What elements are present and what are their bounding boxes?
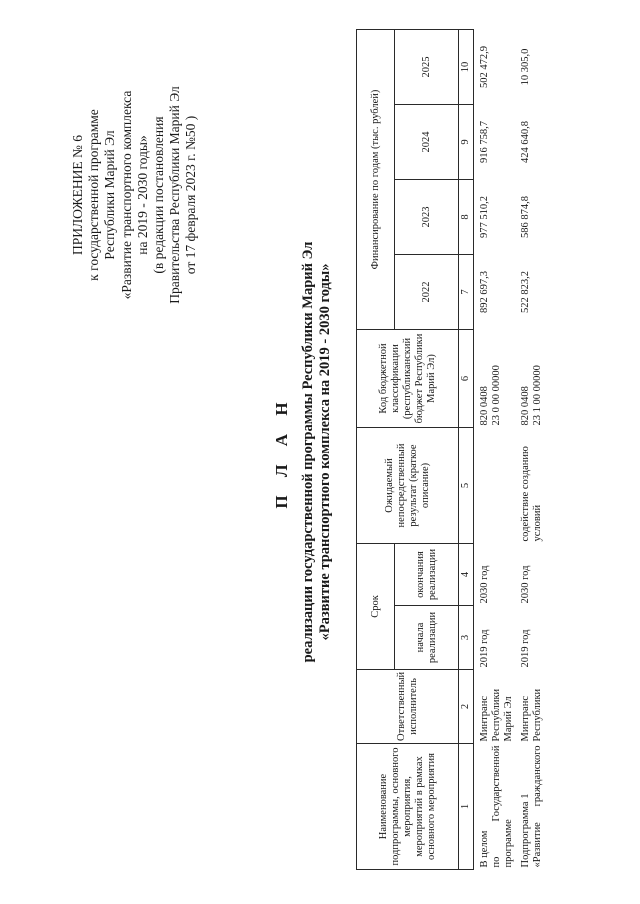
table-row [518,29,547,869]
column-number: 1 [459,744,474,870]
row-value-2024: 916 758,7 [479,120,490,163]
row-value-2025: 10 305,0 [520,48,531,86]
appendix-line: на 2019 - 2030 годы» [134,135,150,255]
row-name [518,744,547,870]
column-number: 10 [459,29,474,104]
row-value-2024: 424 640,8 [520,120,531,163]
row-executor: Минтранс Республики Марий Эл [479,688,514,742]
row-value-2023: 586 874,8 [520,195,531,238]
row-name-word: гражданского [532,745,543,807]
row-name-word: «Развитие [532,822,543,868]
column-number: 5 [459,427,474,543]
row-start: 2019 год [479,629,490,668]
appendix-line: (в редакции постановления [151,116,167,274]
column-number: 2 [459,670,474,744]
header-year-2025: 2025 [395,29,459,104]
column-number: 7 [459,254,474,329]
row-name-word: по [491,856,502,868]
header-executor: Ответственный исполнитель [357,670,459,744]
column-number: 9 [459,104,474,179]
row-code-line: 23 1 00 00000 [532,365,543,426]
header-year-2023: 2023 [395,179,459,254]
plan-subtitle [300,0,334,904]
column-number: 4 [459,543,474,605]
row-name-line: В целом [479,830,490,868]
plan-subtitle-line: «Развитие транспортного комплекса на 2019 - 2030 годы» [317,263,333,641]
header-year-2022: 2022 [395,254,459,329]
row-start: 2019 год [520,629,531,668]
row-name [474,744,519,870]
plan-subtitle-line: реализации государственной программы Республики Марий Эл [300,241,316,663]
appendix-line: к государственной программе [86,109,102,281]
row-value-2023: 977 510,2 [479,195,490,238]
row-code [474,329,519,427]
appendix-line: ПРИЛОЖЕНИЕ № 6 [70,134,85,256]
column-number: 8 [459,179,474,254]
header-year-2024: 2024 [395,104,459,179]
row-result: содействие созданию условий [520,446,543,542]
appendix-line: от 17 февраля 2023 г. №50 ) [183,115,199,275]
row-end: 2030 год [520,565,531,604]
row-value-2022: 892 697,3 [479,270,490,313]
appendix-header [70,50,200,340]
row-value-2022: 522 823,2 [520,270,531,313]
row-code-line: 820 0408 [479,386,490,426]
column-number: 3 [459,606,474,670]
appendix-line: Республики Марий Эл [102,130,118,260]
header-result: Ожидаемый непосредственный результат (краткое описание) [357,427,459,543]
row-code-line: 820 0408 [520,386,531,426]
plan-table [356,29,547,870]
header-name: Наименование подпрограммы, основного мероприятия, мероприятий в рамках основного мероприятия [357,744,459,870]
row-name-line: Подпрограмма 1 [520,793,531,868]
table-row [474,29,519,869]
row-code-line: 23 0 00 00000 [491,365,502,426]
row-name-word: Государственной [491,745,502,822]
row-name-justified [491,746,503,868]
column-number: 6 [459,329,474,427]
header-code: Код бюджетной классификации (республиканский бюджет Республики Марий Эл) [357,329,459,427]
row-code [518,329,547,427]
row-value-2025: 502 472,9 [479,45,490,88]
row-name-justified [532,746,544,868]
header-term-start: начала реализации [395,606,459,670]
plan-title: П Л А Н [272,395,291,509]
appendix-line: Правительства Республики Марий Эл [167,86,183,304]
column-number-row [459,29,474,869]
row-name-line: программе [503,819,514,868]
appendix-line: «Развитие транспортного комплекса [118,90,134,300]
header-financing: Финансирование по годам (тыс. рублей) [357,29,395,329]
header-term-end: окончания реализации [395,543,459,605]
header-term: Срок [357,543,395,669]
row-end: 2030 год [479,565,490,604]
row-result [474,427,519,543]
row-executor: Минтранс Республики [520,688,543,742]
